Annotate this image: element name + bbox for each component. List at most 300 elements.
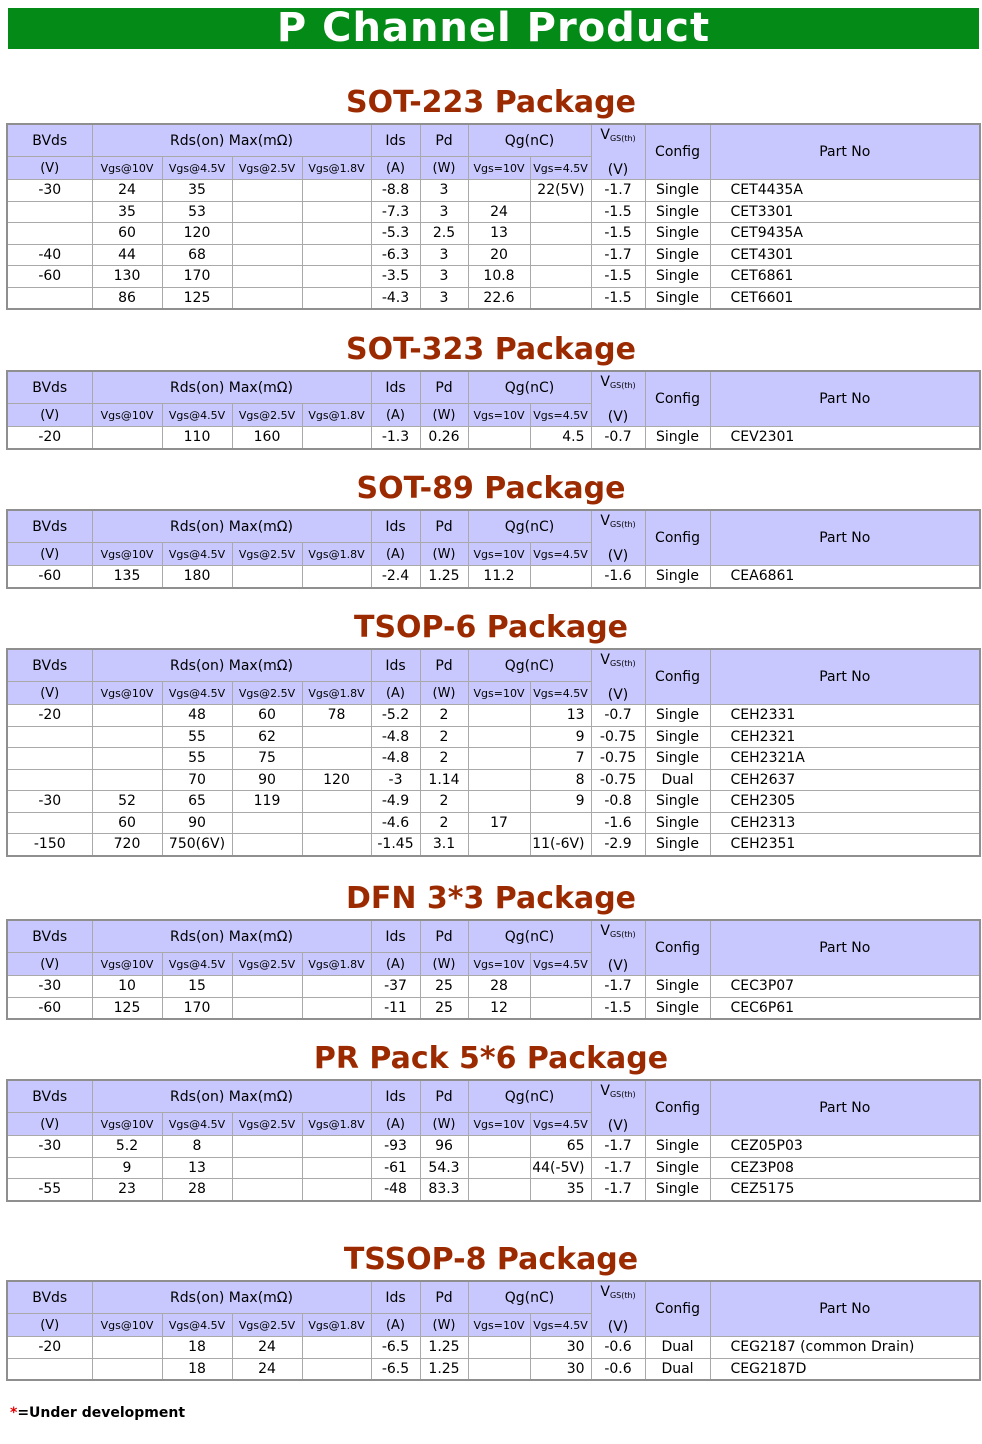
table-cell: 1.25 (420, 1337, 468, 1359)
table-cell: CEZ05P03 (710, 1136, 980, 1158)
table-cell (302, 997, 371, 1019)
table-cell: 9 (530, 726, 591, 748)
table-cell (232, 1157, 302, 1179)
table-cell: 83.3 (420, 1179, 468, 1201)
col-ids-unit: (A) (371, 1113, 420, 1136)
table-cell: CEC6P61 (710, 997, 980, 1019)
col-config: Config (645, 510, 710, 566)
table-cell: 3 (420, 287, 468, 309)
col-qg-10v: Vgs=10V (468, 1113, 530, 1136)
table-cell: -4.3 (371, 287, 420, 309)
col-vgsth (591, 371, 645, 427)
table-cell: 3 (420, 244, 468, 266)
col-vgs-2-5v: Vgs@2.5V (232, 157, 302, 180)
col-pd-unit: (W) (420, 1113, 468, 1136)
table-cell: 2 (420, 791, 468, 813)
table-cell: 60 (92, 812, 162, 834)
col-qg-10v: Vgs=10V (468, 404, 530, 427)
table-cell: 10 (92, 976, 162, 998)
vgsth-unit: (V) (607, 1117, 629, 1134)
table-cell: -1.6 (591, 812, 645, 834)
table-cell: CEA6861 (710, 566, 980, 588)
col-vgs-4-5v: Vgs@4.5V (162, 1113, 232, 1136)
table-cell: -0.6 (591, 1358, 645, 1380)
col-vgs-1-8v: Vgs@1.8V (302, 682, 371, 705)
col-qg: Qg(nC) (468, 1281, 591, 1314)
table-cell: 15 (162, 976, 232, 998)
table-cell (468, 1337, 530, 1359)
table-cell: 25 (420, 976, 468, 998)
table-cell (302, 726, 371, 748)
table-row (7, 769, 980, 791)
table-cell: Dual (645, 769, 710, 791)
table-cell: 44(-5V) (530, 1157, 591, 1179)
table-cell: 62 (232, 726, 302, 748)
col-qg-4-5v: Vgs=4.5V (530, 682, 591, 705)
vgsth-unit: (V) (607, 1318, 629, 1335)
col-pd-unit: (W) (420, 953, 468, 976)
table-cell: 12 (468, 997, 530, 1019)
col-pd-unit: (W) (420, 682, 468, 705)
table-row (7, 997, 980, 1019)
col-vgs-10v: Vgs@10V (92, 1314, 162, 1337)
vgsth-subscript: GS(th) (609, 1089, 636, 1099)
table-cell: -4.8 (371, 748, 420, 770)
table-cell: CEV2301 (710, 427, 980, 449)
col-pd-unit: (W) (420, 1314, 468, 1337)
table-cell: Single (645, 726, 710, 748)
package-table (6, 648, 981, 857)
table-row (7, 705, 980, 727)
table-row (7, 748, 980, 770)
table-row (7, 266, 980, 288)
col-vgs-4-5v: Vgs@4.5V (162, 543, 232, 566)
table-cell (7, 748, 92, 770)
col-vgs-2-5v: Vgs@2.5V (232, 953, 302, 976)
table-row (7, 287, 980, 309)
table-row (7, 834, 980, 856)
table-cell: CET3301 (710, 201, 980, 223)
col-vgs-1-8v: Vgs@1.8V (302, 953, 371, 976)
table-cell: CEH2321A (710, 748, 980, 770)
table-cell (468, 748, 530, 770)
col-bvds: BVds (7, 510, 92, 543)
table-cell (232, 976, 302, 998)
table-cell: -6.5 (371, 1337, 420, 1359)
col-rds-on: Rds(on) Max(mΩ) (92, 649, 371, 682)
table-cell: -0.7 (591, 705, 645, 727)
table-cell (7, 201, 92, 223)
col-rds-on: Rds(on) Max(mΩ) (92, 371, 371, 404)
table-cell: -1.7 (591, 1136, 645, 1158)
table-cell: 17 (468, 812, 530, 834)
table-row (7, 566, 980, 588)
vgsth-label: V (600, 1082, 610, 1099)
col-ids-unit: (A) (371, 404, 420, 427)
package-title: SOT-223 Package (346, 85, 636, 120)
table-cell: -30 (7, 180, 92, 202)
col-config: Config (645, 124, 710, 180)
table-cell (468, 427, 530, 449)
vgsth-label: V (600, 1283, 610, 1300)
table-cell: 24 (92, 180, 162, 202)
table-cell: 160 (232, 427, 302, 449)
package-table (6, 1079, 981, 1202)
page-title: P Channel Product (8, 8, 979, 49)
col-pd-unit: (W) (420, 404, 468, 427)
col-bvds-unit: (V) (7, 953, 92, 976)
table-cell (92, 748, 162, 770)
footnote-star: * (10, 1405, 18, 1421)
col-rds-on: Rds(on) Max(mΩ) (92, 1281, 371, 1314)
table-cell: -5.2 (371, 705, 420, 727)
table-cell: 4.5 (530, 427, 591, 449)
table-cell: Dual (645, 1337, 710, 1359)
col-ids: Ids (371, 510, 420, 543)
table-cell: -3 (371, 769, 420, 791)
table-cell: 28 (162, 1179, 232, 1201)
table-cell: 13 (468, 223, 530, 245)
table-cell: 60 (232, 705, 302, 727)
table-cell: -60 (7, 997, 92, 1019)
col-bvds-unit: (V) (7, 404, 92, 427)
vgsth-subscript: GS(th) (609, 380, 636, 390)
table-cell: -1.3 (371, 427, 420, 449)
package-title: SOT-89 Package (356, 471, 626, 506)
table-cell: -3.5 (371, 266, 420, 288)
table-cell (302, 180, 371, 202)
table-row (7, 1136, 980, 1158)
table-cell (468, 1157, 530, 1179)
vgsth-unit: (V) (607, 547, 629, 564)
col-qg-10v: Vgs=10V (468, 1314, 530, 1337)
col-vgsth (591, 1080, 645, 1136)
table-cell: 22(5V) (530, 180, 591, 202)
package-title: DFN 3*3 Package (345, 881, 637, 916)
col-qg-4-5v: Vgs=4.5V (530, 157, 591, 180)
table-cell: CEZ3P08 (710, 1157, 980, 1179)
col-qg-4-5v: Vgs=4.5V (530, 404, 591, 427)
table-cell (232, 180, 302, 202)
table-cell: 2 (420, 726, 468, 748)
table-cell (302, 1358, 371, 1380)
table-cell: CET4301 (710, 244, 980, 266)
package-table (6, 509, 981, 589)
table-cell: 48 (162, 705, 232, 727)
table-cell: 75 (232, 748, 302, 770)
table-cell (302, 427, 371, 449)
table-cell (302, 287, 371, 309)
table-cell: -0.75 (591, 726, 645, 748)
table-cell: 70 (162, 769, 232, 791)
col-part-no: Part No (710, 920, 980, 976)
table-row (7, 976, 980, 998)
table-cell: -1.7 (591, 244, 645, 266)
table-cell: 35 (530, 1179, 591, 1201)
table-cell: 10.8 (468, 266, 530, 288)
table-cell: CEH2637 (710, 769, 980, 791)
table-cell: 1.25 (420, 1358, 468, 1380)
col-pd: Pd (420, 649, 468, 682)
table-cell (232, 201, 302, 223)
col-config: Config (645, 1281, 710, 1337)
col-qg-10v: Vgs=10V (468, 953, 530, 976)
table-cell: 22.6 (468, 287, 530, 309)
table-cell: 90 (162, 812, 232, 834)
col-vgs-2-5v: Vgs@2.5V (232, 543, 302, 566)
col-vgs-1-8v: Vgs@1.8V (302, 1113, 371, 1136)
table-row (7, 244, 980, 266)
col-vgsth (591, 124, 645, 180)
table-cell: 5.2 (92, 1136, 162, 1158)
table-cell: CEH2321 (710, 726, 980, 748)
table-cell: 3 (420, 266, 468, 288)
table-cell: 25 (420, 997, 468, 1019)
table-cell: -0.7 (591, 427, 645, 449)
table-cell (7, 287, 92, 309)
col-vgs-10v: Vgs@10V (92, 953, 162, 976)
col-part-no: Part No (710, 1080, 980, 1136)
table-cell (92, 1358, 162, 1380)
table-cell: -48 (371, 1179, 420, 1201)
table-cell: CET4435A (710, 180, 980, 202)
col-qg-4-5v: Vgs=4.5V (530, 953, 591, 976)
col-vgs-1-8v: Vgs@1.8V (302, 404, 371, 427)
col-vgs-10v: Vgs@10V (92, 157, 162, 180)
col-bvds: BVds (7, 124, 92, 157)
table-cell: 110 (162, 427, 232, 449)
table-cell: -1.5 (591, 223, 645, 245)
table-cell: 180 (162, 566, 232, 588)
table-cell: Single (645, 834, 710, 856)
vgsth-label: V (600, 922, 610, 939)
table-cell: Single (645, 201, 710, 223)
col-config: Config (645, 371, 710, 427)
table-cell (468, 769, 530, 791)
col-config: Config (645, 649, 710, 705)
table-cell: -1.6 (591, 566, 645, 588)
table-cell: 18 (162, 1358, 232, 1380)
table-cell: CEH2331 (710, 705, 980, 727)
table-cell: 23 (92, 1179, 162, 1201)
table-cell (7, 1358, 92, 1380)
table-cell (7, 726, 92, 748)
col-rds-on: Rds(on) Max(mΩ) (92, 124, 371, 157)
col-part-no: Part No (710, 1281, 980, 1337)
col-vgsth (591, 1281, 645, 1337)
table-cell: -20 (7, 1337, 92, 1359)
vgsth-unit: (V) (607, 957, 629, 974)
table-cell (302, 791, 371, 813)
table-cell: -0.75 (591, 748, 645, 770)
table-cell: 35 (162, 180, 232, 202)
package-title: TSOP-6 Package (353, 610, 629, 645)
table-cell: -20 (7, 705, 92, 727)
table-row (7, 1358, 980, 1380)
table-cell: 86 (92, 287, 162, 309)
table-cell (530, 997, 591, 1019)
col-bvds-unit: (V) (7, 682, 92, 705)
table-cell: 125 (162, 287, 232, 309)
table-cell: CEG2187D (710, 1358, 980, 1380)
table-cell (468, 1136, 530, 1158)
table-cell: 9 (92, 1157, 162, 1179)
table-cell: -8.8 (371, 180, 420, 202)
col-ids: Ids (371, 649, 420, 682)
table-cell: 1.25 (420, 566, 468, 588)
table-cell (530, 976, 591, 998)
col-vgs-1-8v: Vgs@1.8V (302, 543, 371, 566)
col-bvds: BVds (7, 1080, 92, 1113)
vgsth-label: V (600, 126, 610, 143)
col-ids: Ids (371, 124, 420, 157)
vgsth-unit: (V) (607, 408, 629, 425)
col-vgs-1-8v: Vgs@1.8V (302, 1314, 371, 1337)
table-cell (302, 1337, 371, 1359)
table-cell: Single (645, 223, 710, 245)
col-ids-unit: (A) (371, 682, 420, 705)
col-qg: Qg(nC) (468, 1080, 591, 1113)
col-qg-10v: Vgs=10V (468, 543, 530, 566)
table-cell: 2 (420, 812, 468, 834)
col-ids: Ids (371, 1080, 420, 1113)
table-row (7, 1157, 980, 1179)
table-cell: 53 (162, 201, 232, 223)
table-cell: -2.9 (591, 834, 645, 856)
table-cell: 18 (162, 1337, 232, 1359)
col-config: Config (645, 1080, 710, 1136)
table-cell: -61 (371, 1157, 420, 1179)
package-table (6, 370, 981, 450)
table-cell (530, 201, 591, 223)
table-cell: Single (645, 705, 710, 727)
table-cell: -1.5 (591, 997, 645, 1019)
table-cell: 24 (232, 1358, 302, 1380)
table-cell: 0.26 (420, 427, 468, 449)
table-cell: Single (645, 427, 710, 449)
table-cell: Single (645, 180, 710, 202)
col-ids: Ids (371, 1281, 420, 1314)
table-cell: -2.4 (371, 566, 420, 588)
table-cell: -1.7 (591, 1179, 645, 1201)
table-cell (302, 1179, 371, 1201)
table-cell: 28 (468, 976, 530, 998)
col-qg-10v: Vgs=10V (468, 682, 530, 705)
table-cell (302, 244, 371, 266)
col-vgsth (591, 510, 645, 566)
table-cell: CEH2313 (710, 812, 980, 834)
vgsth-subscript: GS(th) (609, 658, 636, 668)
table-cell: 2 (420, 705, 468, 727)
table-cell: Single (645, 566, 710, 588)
table-cell: -11 (371, 997, 420, 1019)
table-cell: CEZ5175 (710, 1179, 980, 1201)
table-cell: -0.75 (591, 769, 645, 791)
col-bvds-unit: (V) (7, 1113, 92, 1136)
table-cell: Single (645, 1157, 710, 1179)
col-part-no: Part No (710, 371, 980, 427)
col-pd-unit: (W) (420, 157, 468, 180)
table-cell (92, 726, 162, 748)
table-cell (468, 1358, 530, 1380)
table-cell: 125 (92, 997, 162, 1019)
col-qg: Qg(nC) (468, 510, 591, 543)
col-vgs-4-5v: Vgs@4.5V (162, 953, 232, 976)
table-row (7, 791, 980, 813)
footnote-text: =Under development (17, 1405, 186, 1421)
table-row (7, 1337, 980, 1359)
col-vgs-10v: Vgs@10V (92, 682, 162, 705)
table-cell (468, 180, 530, 202)
package-table (6, 1280, 981, 1381)
vgsth-label: V (600, 651, 610, 668)
table-cell (302, 201, 371, 223)
table-cell: 24 (232, 1337, 302, 1359)
table-cell: 135 (92, 566, 162, 588)
table-cell: 2 (420, 748, 468, 770)
table-cell: -1.5 (591, 266, 645, 288)
table-cell: Single (645, 287, 710, 309)
table-cell: -5.3 (371, 223, 420, 245)
col-ids: Ids (371, 371, 420, 404)
vgsth-subscript: GS(th) (609, 519, 636, 529)
table-cell: 55 (162, 748, 232, 770)
table-cell (232, 223, 302, 245)
col-vgs-4-5v: Vgs@4.5V (162, 404, 232, 427)
table-cell (468, 726, 530, 748)
table-cell: 35 (92, 201, 162, 223)
table-cell: -30 (7, 791, 92, 813)
col-rds-on: Rds(on) Max(mΩ) (92, 510, 371, 543)
table-cell: -60 (7, 566, 92, 588)
table-cell (302, 566, 371, 588)
table-cell (468, 705, 530, 727)
table-cell (232, 812, 302, 834)
col-part-no: Part No (710, 124, 980, 180)
table-cell: 90 (232, 769, 302, 791)
table-cell: -4.8 (371, 726, 420, 748)
table-cell (530, 566, 591, 588)
table-cell: -6.5 (371, 1358, 420, 1380)
table-cell (92, 769, 162, 791)
table-row (7, 427, 980, 449)
table-cell: 170 (162, 997, 232, 1019)
table-cell: -60 (7, 266, 92, 288)
table-cell: 13 (162, 1157, 232, 1179)
table-cell: CEH2305 (710, 791, 980, 813)
col-pd-unit: (W) (420, 543, 468, 566)
table-cell (232, 287, 302, 309)
col-qg-4-5v: Vgs=4.5V (530, 1314, 591, 1337)
table-cell: 720 (92, 834, 162, 856)
package-title: SOT-323 Package (346, 332, 636, 367)
table-cell: Single (645, 266, 710, 288)
table-cell: 11(-6V) (530, 834, 591, 856)
table-cell (302, 976, 371, 998)
table-cell (232, 244, 302, 266)
table-cell (232, 566, 302, 588)
col-part-no: Part No (710, 510, 980, 566)
vgsth-unit: (V) (607, 161, 629, 178)
table-cell: 8 (530, 769, 591, 791)
table-cell: CET9435A (710, 223, 980, 245)
table-cell: -37 (371, 976, 420, 998)
table-row (7, 726, 980, 748)
table-cell: 1.14 (420, 769, 468, 791)
col-pd: Pd (420, 510, 468, 543)
table-cell (468, 1179, 530, 1201)
table-cell (7, 812, 92, 834)
